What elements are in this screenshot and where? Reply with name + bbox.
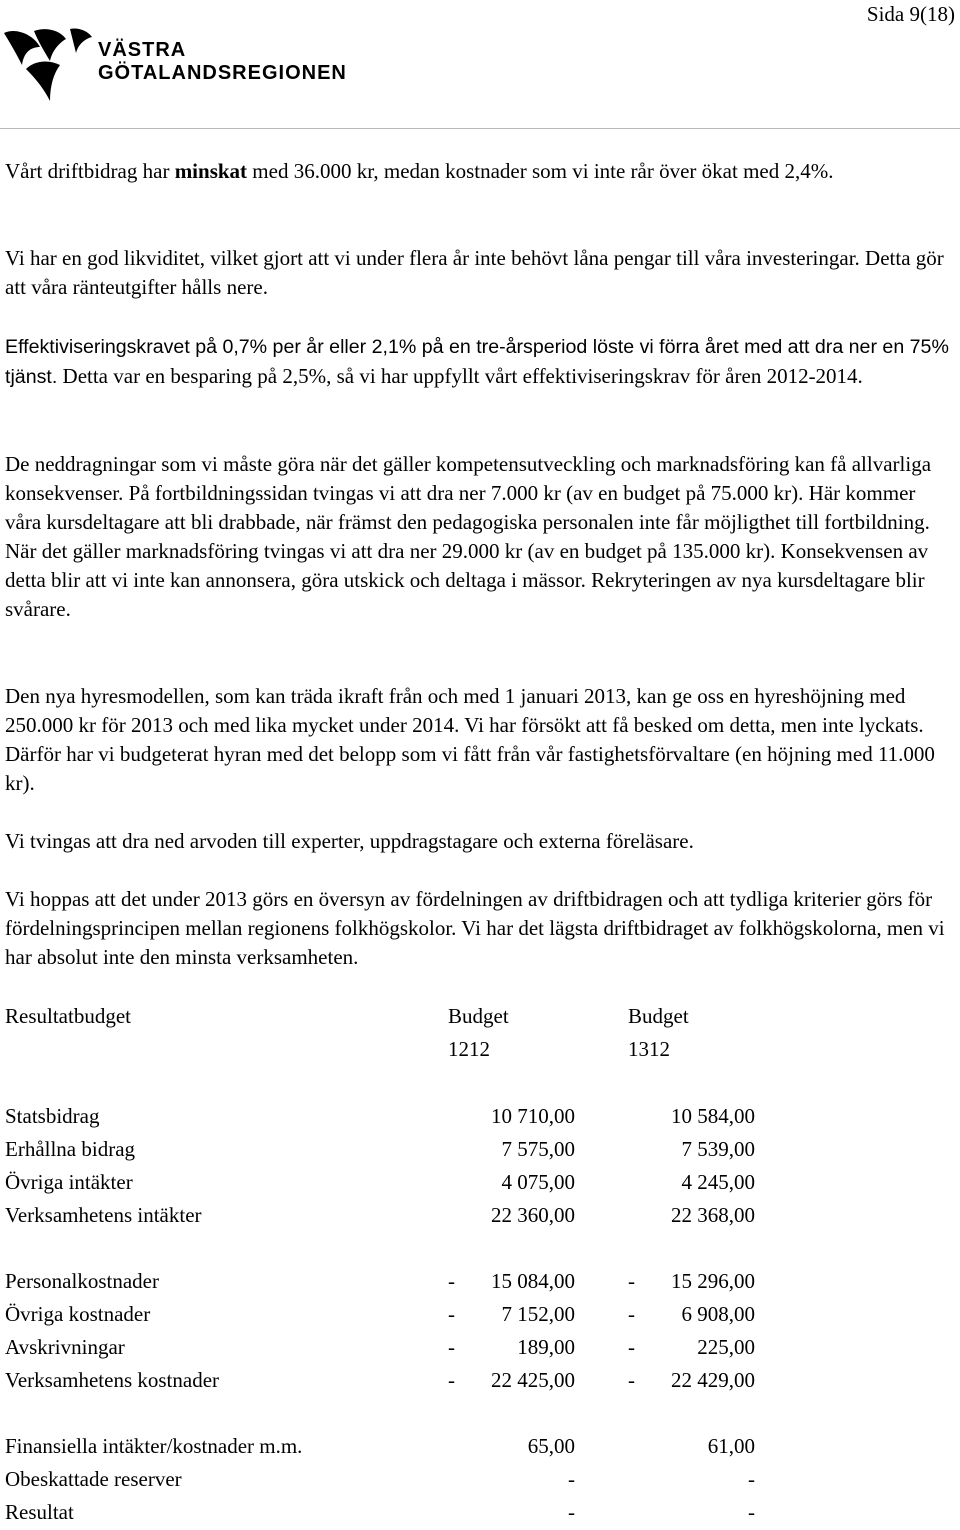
row-label: Statsbidrag <box>5 1104 100 1128</box>
emphasis-text: minskat <box>174 159 248 183</box>
value-budget-1212: 15 084,00 <box>491 1269 575 1293</box>
organization-logo <box>4 25 384 105</box>
row-label: Verksamhetens kostnader <box>5 1368 220 1392</box>
paragraph-likviditet: Vi har en god likviditet, vilket gjort att vi under flera år inte behövt låna pengar till våra investeringar. Detta gör att våra ränteutgifter hålls nere. <box>5 246 944 299</box>
vastra-gotaland-bird-icon <box>4 25 94 105</box>
table-row <box>5 1302 765 1332</box>
minus-sign-1312: - <box>628 1335 635 1359</box>
table-row <box>5 1137 765 1167</box>
value-budget-1312: 22 368,00 <box>671 1203 755 1227</box>
value-budget-1312: 7 539,00 <box>681 1137 755 1161</box>
value-budget-1312: 22 429,00 <box>671 1368 755 1392</box>
value-budget-1212: 65,00 <box>527 1434 575 1458</box>
value-budget-1212: 189,00 <box>517 1335 575 1359</box>
value-budget-1212: - <box>568 1500 575 1524</box>
column-header-2: Budget <box>628 1004 689 1028</box>
paragraph-hyresmodell: Den nya hyresmodellen, som kan träda ikraft från och med 1 januari 2013, kan ge oss en hyreshöjning med 250.000 kr för 2013 och med lika mycket under 2014. Vi har försökt att få besked om detta, men inte lyckats. Därför har vi budgeterat hyran med det belopp som vi fått från vår fastighetsförvaltare (en höjning med 11.000 kr). <box>5 684 935 795</box>
table-header-row <box>5 1004 765 1034</box>
minus-sign-1212: - <box>448 1368 455 1392</box>
table-row <box>5 1434 765 1464</box>
paragraph-oversyn: Vi hoppas att det under 2013 görs en översyn av fördelningen av driftbidragen och att tydliga kriterier görs för fördelningsprincipen mellan regionens folkhögskolor. Vi har det lägsta driftbidraget av folkhögskolorna, men vi har absolut inte den minsta verksamheten. <box>5 887 945 969</box>
row-label: Finansiella intäkter/kostnader m.m. <box>5 1434 303 1458</box>
paragraph-neddragningar: De neddragningar som vi måste göra när det gäller kompetensutveckling och marknadsföring kan få allvarliga konsekvenser. På fortbildningssidan tvingas vi att dra ner 7.000 kr (av en budget på 75.000 kr). Här kommer våra kursdeltagare att bli drabbade, när främst den pedagogiska personalen inte får möjligthet till fortbildning. När det gäller marknadsföring tvingas vi att dra ner 29.000 kr (av en budget på 135.000 kr). Konsekvensen av detta blir att vi inte kan annonsera, göra utskick och deltaga i mässor. Rekryteringen av nya kursdeltagare blir svårare. <box>5 452 932 621</box>
paragraph-text-sans: Effektiviseringskravet på 0,7% per år eller 2,1% på en tre-årsperiod löste vi förra året med att dra ner en 75% tjänst. <box>5 336 949 388</box>
value-budget-1212: 10 710,00 <box>491 1104 575 1128</box>
value-budget-1312: 10 584,00 <box>671 1104 755 1128</box>
page-number: Sida 9(18) <box>866 2 955 26</box>
minus-sign-1312: - <box>628 1368 635 1392</box>
row-label: Resultat <box>5 1500 74 1524</box>
row-label: Avskrivningar <box>5 1335 125 1359</box>
table-row <box>5 1368 765 1398</box>
value-budget-1312: 15 296,00 <box>671 1269 755 1293</box>
column-header-1: Budget <box>448 1004 509 1028</box>
value-budget-1212: - <box>568 1467 575 1491</box>
table-row <box>5 1104 765 1134</box>
minus-sign-1212: - <box>448 1335 455 1359</box>
value-budget-1212: 4 075,00 <box>501 1170 575 1194</box>
value-budget-1312: - <box>748 1500 755 1524</box>
paragraph-arvoden: Vi tvingas att dra ned arvoden till experter, uppdragstagare och externa föreläsare. <box>5 829 694 853</box>
table-row <box>5 1269 765 1299</box>
minus-sign-1312: - <box>628 1302 635 1326</box>
value-budget-1312: 61,00 <box>707 1434 755 1458</box>
column-period-1: 1212 <box>448 1037 490 1061</box>
header-divider <box>0 128 960 129</box>
table-row <box>5 1170 765 1200</box>
row-label: Obeskattade reserver <box>5 1467 182 1491</box>
row-label: Övriga kostnader <box>5 1302 151 1326</box>
value-budget-1212: 7 575,00 <box>501 1137 575 1161</box>
table-row <box>5 1500 765 1530</box>
paragraph-text: med 36.000 kr, medan kostnader som vi inte rår över ökat med 2,4%. <box>247 159 834 183</box>
value-budget-1312: 6 908,00 <box>681 1302 755 1326</box>
row-label: Erhållna bidrag <box>5 1137 136 1161</box>
table-period-row <box>5 1037 765 1067</box>
paragraph-text: Vårt driftbidrag har <box>5 159 175 183</box>
minus-sign-1212: - <box>448 1269 455 1293</box>
logo-text-line2: GÖTALANDSREGIONEN <box>98 62 347 84</box>
minus-sign-1312: - <box>628 1269 635 1293</box>
minus-sign-1212: - <box>448 1302 455 1326</box>
paragraph-driftbidrag <box>5 157 955 186</box>
value-budget-1312: - <box>748 1467 755 1491</box>
value-budget-1312: 4 245,00 <box>681 1170 755 1194</box>
row-label: Verksamhetens intäkter <box>5 1203 202 1227</box>
value-budget-1212: 22 360,00 <box>491 1203 575 1227</box>
row-label: Personalkostnader <box>5 1269 159 1293</box>
table-title: Resultatbudget <box>5 1004 131 1028</box>
table-row <box>5 1203 765 1233</box>
column-period-2: 1312 <box>628 1037 670 1061</box>
value-budget-1212: 22 425,00 <box>491 1368 575 1392</box>
paragraph-text: Detta var en besparing på 2,5%, så vi har uppfyllt vårt effektiviseringskrav för åren 2012-2014. <box>57 364 863 388</box>
paragraph-effektivisering <box>5 332 955 392</box>
table-row <box>5 1335 765 1365</box>
logo-text-line1: VÄSTRA <box>98 39 187 61</box>
table-row <box>5 1467 765 1497</box>
value-budget-1312: 225,00 <box>697 1335 755 1359</box>
row-label: Övriga intäkter <box>5 1170 133 1194</box>
value-budget-1212: 7 152,00 <box>501 1302 575 1326</box>
